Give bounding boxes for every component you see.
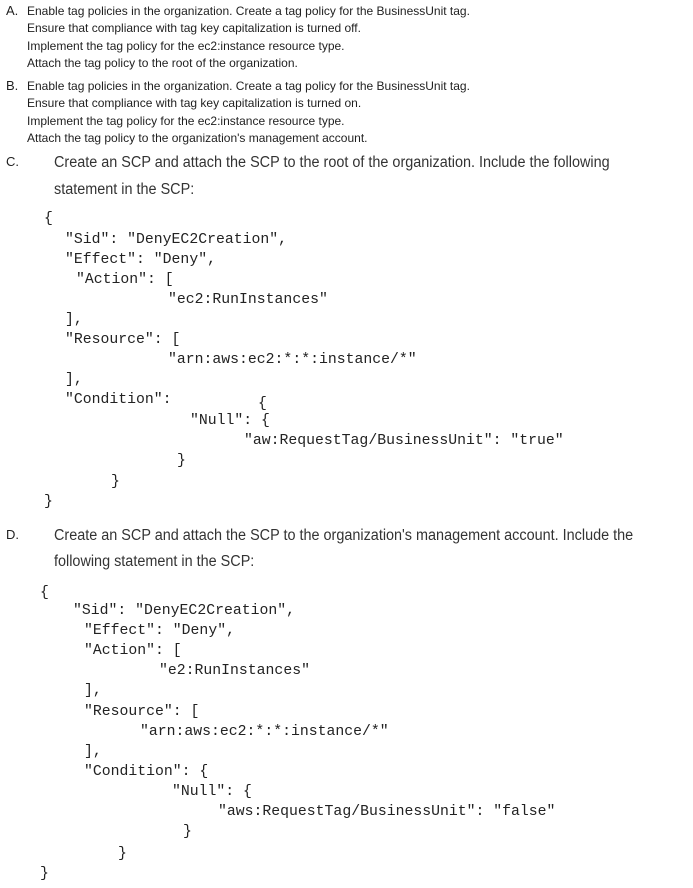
option-a-line-1: Enable tag policies in the organization. Create a tag policy for the BusinessUnit tag.: [27, 4, 470, 18]
code-line: "Null": {: [172, 784, 252, 800]
option-b-line-3: Implement the tag policy for the ec2:instance resource type.: [27, 114, 345, 128]
code-line: "Effect": "Deny",: [84, 623, 235, 639]
option-d-line-2: following statement in the SCP:: [54, 553, 255, 570]
option-a-line-3: Implement the tag policy for the ec2:instance resource type.: [27, 39, 345, 53]
option-d-line-1: Create an SCP and attach the SCP to the organization's management account. Include the: [54, 527, 634, 544]
option-b-letter: B.: [6, 78, 19, 93]
code-line: "Effect": "Deny",: [65, 252, 216, 268]
code-line: ],: [65, 312, 83, 328]
code-line: "Resource": [: [84, 704, 200, 720]
code-line: ],: [84, 744, 102, 760]
code-line: "Sid": "DenyEC2Creation",: [65, 232, 287, 248]
code-line: {: [258, 396, 267, 412]
code-line: }: [177, 453, 186, 469]
option-c-line-1: Create an SCP and attach the SCP to the root of the organization. Include the following: [54, 154, 610, 171]
code-line: "arn:aws:ec2:*:*:instance/*": [140, 724, 389, 740]
code-line: "ec2:RunInstances": [168, 292, 328, 308]
code-line: }: [44, 494, 53, 510]
code-line: }: [40, 866, 49, 882]
code-line: "aws:RequestTag/BusinessUnit": "false": [218, 804, 556, 820]
code-line: "Action": [: [84, 643, 182, 659]
code-line: "Resource": [: [65, 332, 181, 348]
code-line: {: [44, 211, 53, 227]
option-b-line-1: Enable tag policies in the organization. Create a tag policy for the BusinessUnit tag.: [27, 79, 470, 93]
option-b-line-2: Ensure that compliance with tag key capitalization is turned on.: [27, 96, 362, 110]
code-line: ],: [65, 372, 83, 388]
code-line: }: [111, 474, 120, 490]
option-d-letter: D.: [6, 527, 19, 542]
code-line: "Action": [: [76, 272, 174, 288]
option-a-line-4: Attach the tag policy to the root of the organization.: [27, 56, 298, 70]
option-c-line-2: statement in the SCP:: [54, 181, 195, 198]
code-line: "arn:aws:ec2:*:*:instance/*": [168, 352, 417, 368]
code-line: "Condition": {: [84, 764, 209, 780]
code-line: "Null": {: [190, 413, 270, 429]
code-line: "aw:RequestTag/BusinessUnit": "true": [244, 433, 564, 449]
code-line: }: [118, 846, 127, 862]
code-line: {: [40, 585, 49, 601]
code-line: "Condition":: [65, 392, 172, 408]
code-line: ],: [84, 683, 102, 699]
code-line: "e2:RunInstances": [159, 663, 310, 679]
code-line: "Sid": "DenyEC2Creation",: [73, 603, 295, 619]
option-a-letter: A.: [6, 3, 19, 18]
option-a-line-2: Ensure that compliance with tag key capitalization is turned off.: [27, 21, 361, 35]
option-c-letter: C.: [6, 154, 19, 169]
code-line: }: [183, 824, 192, 840]
option-b-line-4: Attach the tag policy to the organization's management account.: [27, 131, 368, 145]
